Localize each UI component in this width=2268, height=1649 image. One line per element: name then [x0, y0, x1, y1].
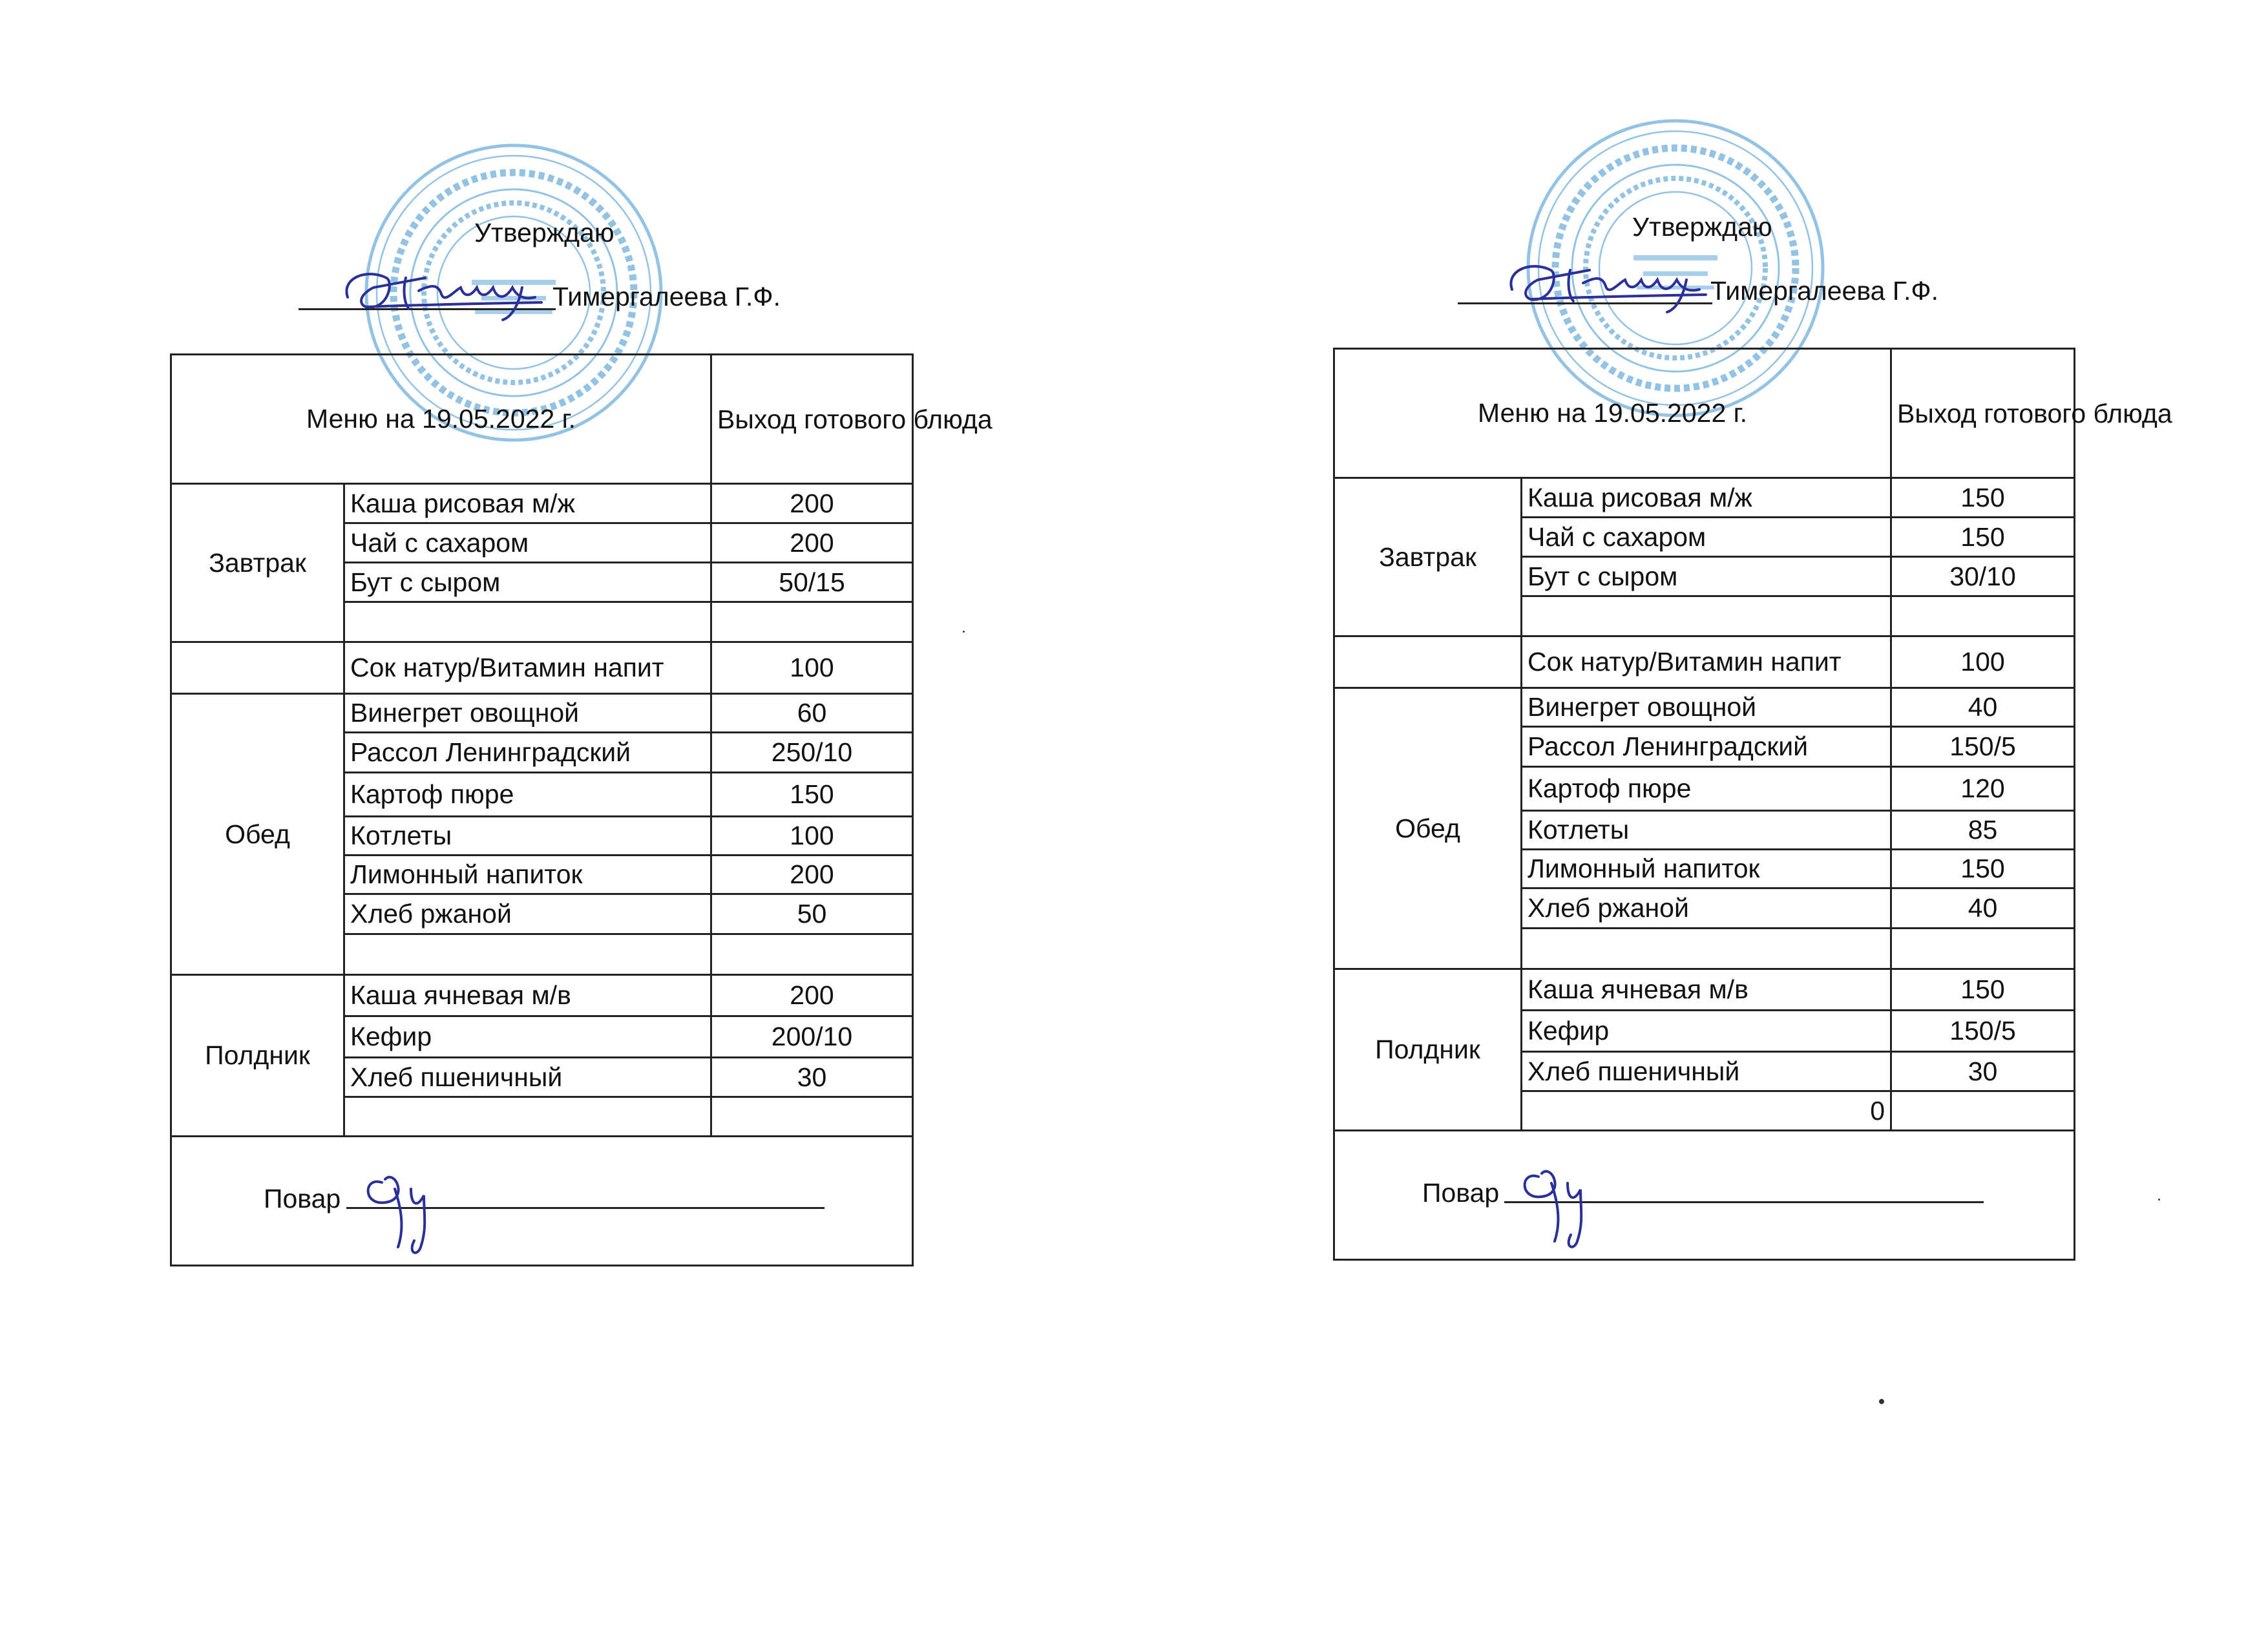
dish-name: Каша ячневая м/в: [1522, 969, 1891, 1011]
dish-name: Кефир: [1522, 1011, 1891, 1052]
dish-output: [1891, 929, 2075, 969]
dish-output: 30/10: [1891, 557, 2075, 596]
dish-name: Чай с сахаром: [344, 523, 711, 563]
dish-name: Картоф пюре: [1522, 767, 1891, 811]
dish-name: Хлеб пшеничный: [344, 1058, 711, 1097]
meal-snack: Полдник: [1334, 969, 1522, 1131]
dish-name: Картоф пюре: [344, 773, 711, 817]
dish-output: 100: [711, 817, 913, 856]
cook-signature-icon: [1513, 1144, 1622, 1261]
dish-output: 200: [711, 856, 913, 894]
menu-title: Меню на 19.05.2022 г.: [1334, 349, 1891, 478]
dish-output: 100: [1891, 636, 2075, 688]
dish-name: Кефир: [344, 1016, 711, 1058]
dish-output: [711, 602, 913, 642]
dish-output: 60: [711, 694, 913, 733]
meal-empty: [1334, 636, 1522, 688]
approver-signature-icon: [1493, 244, 1725, 319]
dish-output: 30: [1891, 1052, 2075, 1091]
dish-name: [344, 934, 711, 975]
dish-output: [711, 1097, 913, 1137]
output-header: Выход готового блюда: [711, 355, 913, 484]
dish-name: Рассол Ленинградский: [344, 733, 711, 773]
approver-name: Тимергалеева Г.Ф.: [1710, 276, 1938, 306]
dish-output: 150/5: [1891, 1011, 2075, 1052]
menu-table: [170, 353, 992, 1266]
dish-output: 85: [1891, 811, 2075, 850]
dish-output: [711, 934, 913, 975]
meal-breakfast: Завтрак: [1334, 478, 1522, 636]
dish-name: Каша ячневая м/в: [344, 975, 711, 1016]
dish-name: Рассол Ленинградский: [1522, 727, 1891, 767]
dish-name: [1522, 596, 1891, 636]
cook-cell: [1334, 1131, 2075, 1260]
dish-name: Сок натур/Витамин напит: [1522, 636, 1891, 688]
dish-name: Хлеб ржаной: [1522, 888, 1891, 929]
scan-speck: [963, 631, 965, 633]
dish-name: Хлеб пшеничный: [1522, 1052, 1891, 1091]
dish-output: 250/10: [711, 733, 913, 773]
dish-output: 200/10: [711, 1016, 913, 1058]
approve-label: Утверждаю: [474, 218, 614, 247]
menu-table: [1333, 348, 2172, 1261]
dish-name: Сок натур/Витамин напит: [344, 642, 711, 694]
dish-output: 150/5: [1891, 727, 2075, 767]
dish-output: 150: [1891, 478, 2075, 518]
dish-name: Бут с сыром: [344, 563, 711, 602]
dish-output: 200: [711, 975, 913, 1016]
dish-name: Винегрет овощной: [1522, 688, 1891, 727]
dish-output: 40: [1891, 688, 2075, 727]
approver-signature-icon: [328, 252, 561, 326]
dish-output: 150: [1891, 850, 2075, 888]
dish-output: 120: [1891, 767, 2075, 811]
dish-name: Лимонный напиток: [1522, 850, 1891, 888]
meal-lunch: Обед: [171, 694, 344, 975]
dish-name: [1522, 929, 1891, 969]
meal-snack: Полдник: [171, 975, 344, 1137]
cook-cell: [171, 1137, 913, 1266]
dish-output: 50/15: [711, 563, 913, 602]
dish-name: [344, 602, 711, 642]
dish-output: [1891, 1091, 2075, 1131]
cook-label: Повар: [1422, 1178, 1500, 1208]
dish-output: 150: [1891, 518, 2075, 557]
meal-empty: [171, 642, 344, 694]
dish-output: 150: [1891, 969, 2075, 1011]
menu-sheet-left: [0, 0, 992, 1649]
scan-speck: [2158, 1199, 2160, 1201]
dish-name: Котлеты: [344, 817, 711, 856]
dish-name: Хлеб ржаной: [344, 894, 711, 934]
dish-name: [344, 1097, 711, 1137]
dish-output: 200: [711, 484, 913, 523]
menu-sheet-right: [1157, 0, 2172, 1649]
dish-name: Лимонный напиток: [344, 856, 711, 894]
dish-name: Каша рисовая м/ж: [1522, 478, 1891, 518]
cook-signature-icon: [356, 1150, 466, 1266]
dish-output: 40: [1891, 888, 2075, 929]
dish-output: 100: [711, 642, 913, 694]
menu-title: Меню на 19.05.2022 г.: [171, 355, 711, 484]
dish-name: Винегрет овощной: [344, 694, 711, 733]
dish-name: 0: [1522, 1091, 1891, 1131]
approve-label: Утверждаю: [1632, 212, 1772, 242]
dish-output: 150: [711, 773, 913, 817]
approver-name: Тимергалеева Г.Ф.: [552, 282, 781, 311]
dish-output: 50: [711, 894, 913, 934]
dish-name: Чай с сахаром: [1522, 518, 1891, 557]
dish-output: 200: [711, 523, 913, 563]
meal-breakfast: Завтрак: [171, 484, 344, 642]
cook-label: Повар: [264, 1184, 341, 1213]
dish-name: Каша рисовая м/ж: [344, 484, 711, 523]
meal-lunch: Обед: [1334, 688, 1522, 969]
dish-name: Бут с сыром: [1522, 557, 1891, 596]
dish-name: Котлеты: [1522, 811, 1891, 850]
dish-output: 30: [711, 1058, 913, 1097]
output-header: Выход готового блюда: [1891, 349, 2075, 478]
dish-output: [1891, 596, 2075, 636]
scan-speck: [1879, 1399, 1884, 1404]
